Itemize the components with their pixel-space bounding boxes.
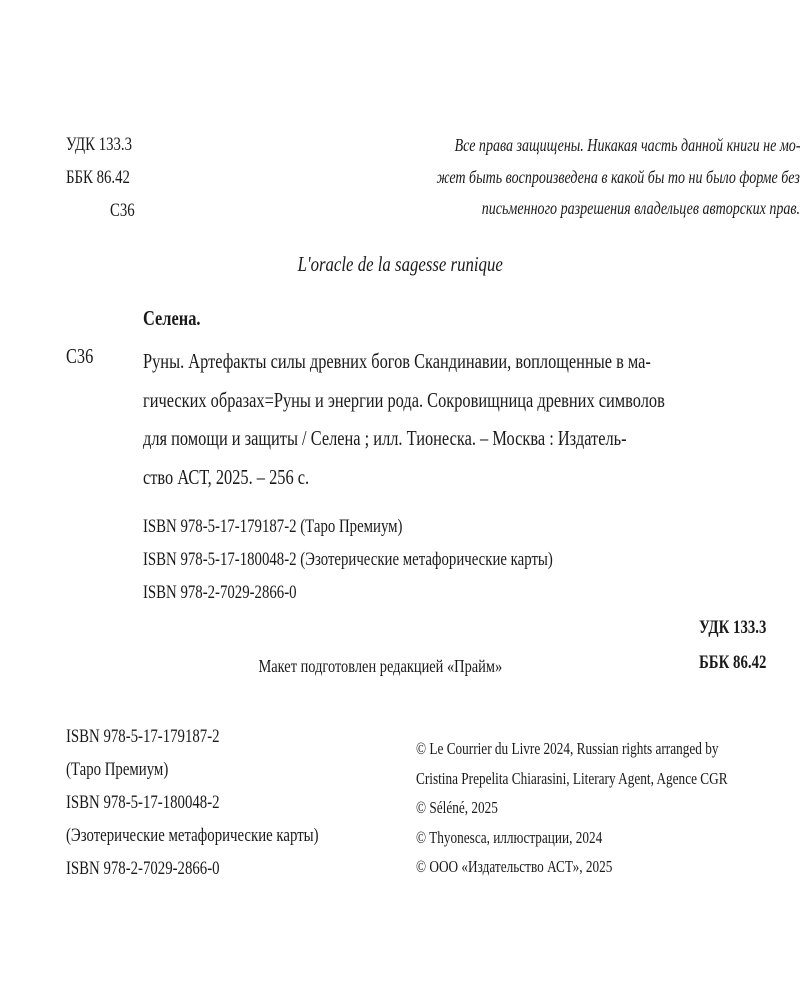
copyright-line: © Le Courrier du Livre 2024, Russian rights arranged by <box>416 739 719 758</box>
prepared-by: Макет подготовлен редакцией «Прайм» <box>258 656 502 676</box>
record-mark-container <box>66 344 101 369</box>
bottom-isbn-block <box>66 720 390 885</box>
bottom-isbn-line: ISBN 978-5-17-179187-2 <box>66 726 220 747</box>
rights-line: Все права защищены. Никакая часть данной книги не мо- <box>454 135 800 155</box>
description-line: гических образах=Руны и энергии рода. Сокровищница древних символов <box>143 387 665 412</box>
description-line: Руны. Артефакты силы древних богов Скандинавии, воплощенные в ма- <box>143 349 651 373</box>
bottom-isbn-line: ISBN 978-5-17-180048-2 <box>66 792 220 813</box>
bbk-code: ББК 86.42 <box>66 167 130 188</box>
author-container <box>143 306 217 331</box>
udk-code-right: УДК 133.3 <box>698 617 766 638</box>
rights-line: письменного разрешения владельцев авторских прав. <box>481 198 800 218</box>
classification-block <box>66 128 151 227</box>
author-name: Селена. <box>143 306 201 330</box>
rights-line: жет быть воспроизведена в какой бы то ни было форме без <box>436 166 800 187</box>
prepared-by-container <box>0 656 760 677</box>
record-mark: С36 <box>66 344 94 368</box>
bottom-isbn-line: ISBN 978-2-7029-2866-0 <box>66 858 220 879</box>
description-line: для помощи и защиты / Селена ; илл. Тионеска. – Москва : Издатель- <box>143 426 627 450</box>
bibliographic-description <box>143 342 800 496</box>
copyright-line: © Séléné, 2025 <box>416 798 498 817</box>
original-title: L'oracle de la sagesse runique <box>297 252 503 276</box>
bottom-isbn-line: (Эзотерические метафорические карты) <box>66 825 319 846</box>
copyright-line: Cristina Prepelita Chiarasini, Literary Agent, Agence CGR <box>416 768 728 788</box>
bottom-isbn-line: (Таро Премиум) <box>66 759 169 780</box>
author-mark: С36 <box>110 200 135 221</box>
isbn-entry: ISBN 978-2-7029-2866-0 <box>143 582 297 603</box>
copyright-line: © ООО «Издательство АСТ», 2025 <box>416 857 613 876</box>
copyright-block <box>416 734 800 882</box>
isbn-list <box>143 510 668 609</box>
description-line: ство АСТ, 2025. – 256 с. <box>143 464 310 489</box>
original-title-container <box>0 252 800 277</box>
copyright-line: © Thyonesca, иллюстрации, 2024 <box>416 827 603 847</box>
isbn-entry: ISBN 978-5-17-179187-2 (Таро Премиум) <box>143 516 403 537</box>
bbk-code-right: ББК 86.42 <box>698 652 766 673</box>
isbn-entry: ISBN 978-5-17-180048-2 (Эзотерические метафорические карты) <box>143 549 553 570</box>
udk-code: УДК 133.3 <box>66 134 133 155</box>
rights-notice <box>300 130 800 225</box>
